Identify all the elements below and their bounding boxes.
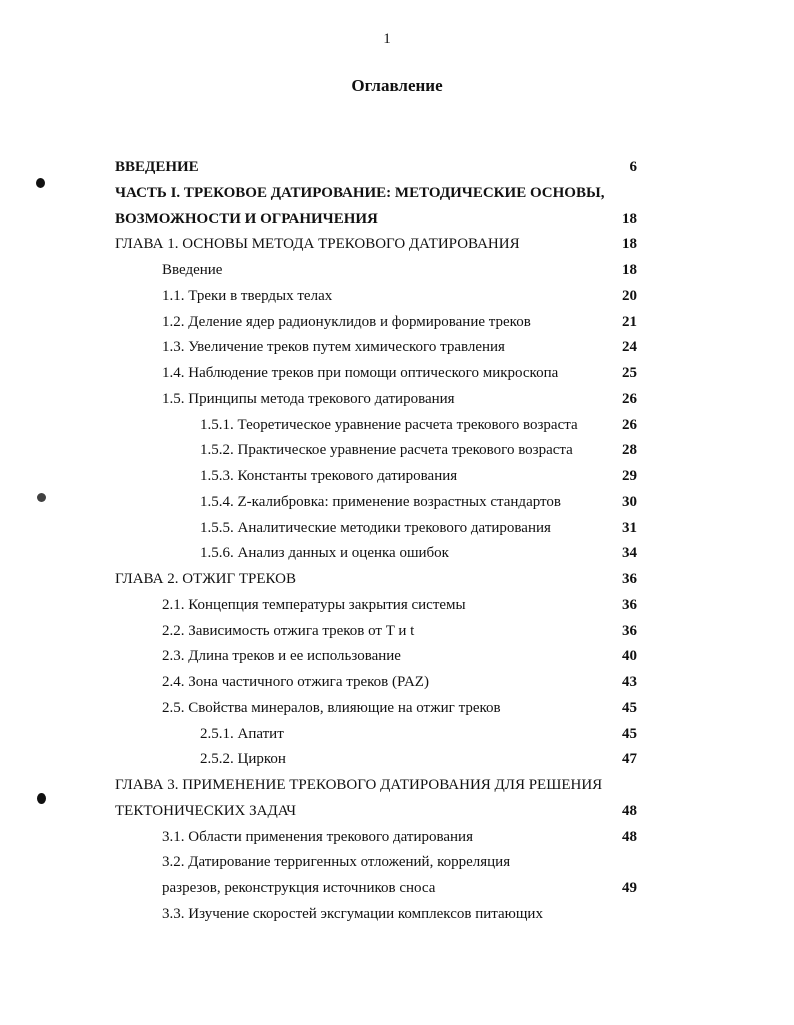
toc-entry bbox=[0, 773, 794, 799]
toc-entry-title: ТЕКТОНИЧЕСКИХ ЗАДАЧ bbox=[115, 802, 297, 819]
toc-entry-page: 36 bbox=[622, 596, 637, 613]
toc-entry bbox=[0, 490, 794, 516]
toc-entry bbox=[0, 387, 794, 413]
toc-entry-title: 2.2. Зависимость отжига треков от T и t bbox=[162, 622, 415, 639]
toc-entry bbox=[0, 232, 794, 258]
toc-entry-page: 34 bbox=[622, 545, 637, 562]
toc-entry bbox=[0, 799, 794, 825]
toc-entry-page: 48 bbox=[622, 802, 637, 819]
toc-entry bbox=[0, 310, 794, 336]
toc-entry-title: 2.3. Длина треков и ее использование bbox=[162, 648, 401, 665]
toc-entry-page: 36 bbox=[622, 622, 637, 639]
toc-entry bbox=[0, 696, 794, 722]
toc-entry bbox=[0, 747, 794, 773]
toc-entry bbox=[0, 207, 794, 233]
toc-entry-page: 45 bbox=[622, 699, 637, 716]
page-number: 1 bbox=[383, 31, 391, 47]
toc-entry-page: 6 bbox=[629, 159, 637, 175]
table-of-contents bbox=[0, 155, 794, 928]
toc-entry-page: 31 bbox=[622, 519, 637, 536]
toc-entry-title: 1.5.5. Аналитические методики трекового датирования bbox=[200, 519, 551, 536]
toc-entry-page: 18 bbox=[622, 210, 637, 227]
toc-entry-title: ГЛАВА 3. ПРИМЕНЕНИЕ ТРЕКОВОГО ДАТИРОВАНИЯ ДЛЯ РЕШЕНИЯ bbox=[115, 777, 603, 793]
toc-entry-title: 1.4. Наблюдение треков при помощи оптического микроскопа bbox=[162, 365, 559, 381]
toc-entry bbox=[0, 413, 794, 439]
toc-entry-page: 45 bbox=[622, 725, 637, 742]
toc-entry-page: 29 bbox=[622, 468, 637, 484]
toc-entry-page: 49 bbox=[622, 880, 637, 896]
page-title: Оглавление bbox=[351, 76, 443, 95]
toc-entry-title: 2.5.1. Апатит bbox=[200, 725, 284, 742]
toc-entry bbox=[0, 670, 794, 696]
toc-entry-title: 2.5. Свойства минералов, влияющие на отжиг треков bbox=[162, 699, 501, 716]
toc-entry-title: 1.5. Принципы метода трекового датирования bbox=[162, 390, 455, 407]
toc-entry-page: 28 bbox=[622, 442, 637, 459]
toc-entry bbox=[0, 593, 794, 619]
toc-entry-page: 40 bbox=[622, 648, 637, 665]
toc-entry bbox=[0, 876, 794, 902]
toc-entry-page: 24 bbox=[622, 339, 637, 356]
toc-entry bbox=[0, 567, 794, 593]
toc-entry bbox=[0, 902, 794, 928]
toc-entry-title: Введение bbox=[162, 262, 223, 278]
toc-entry-title: 1.5.6. Анализ данных и оценка ошибок bbox=[200, 545, 449, 562]
toc-entry-page: 30 bbox=[622, 493, 637, 510]
toc-entry-title: 1.5.4. Z-калибровка: применение возрастных стандартов bbox=[200, 493, 561, 510]
toc-entry-page: 20 bbox=[622, 287, 637, 304]
toc-entry-title: 3.3. Изучение скоростей эксгумации комплексов питающих bbox=[162, 905, 543, 922]
toc-entry-page: 25 bbox=[622, 365, 637, 381]
toc-entry-title: 1.5.2. Практическое уравнение расчета трекового возраста bbox=[200, 442, 573, 459]
toc-entry bbox=[0, 644, 794, 670]
toc-entry-title: ГЛАВА 1. ОСНОВЫ МЕТОДА ТРЕКОВОГО ДАТИРОВАНИЯ bbox=[115, 236, 520, 253]
toc-entry-title: 1.5.3. Константы трекового датирования bbox=[200, 468, 458, 484]
toc-entry-page: 21 bbox=[622, 313, 637, 330]
toc-entry bbox=[0, 825, 794, 851]
toc-entry bbox=[0, 516, 794, 542]
toc-entry-title: ВВЕДЕНИЕ bbox=[115, 159, 199, 175]
toc-entry-title: 1.2. Деление ядер радионуклидов и формирование треков bbox=[162, 313, 531, 330]
toc-entry-title: 3.2. Датирование терригенных отложений, корреляция bbox=[162, 854, 511, 871]
toc-entry-title: 1.5.1. Теоретическое уравнение расчета трекового возраста bbox=[200, 416, 578, 433]
toc-entry-title: 2.4. Зона частичного отжига треков (PAZ) bbox=[162, 674, 429, 690]
toc-entry-title: разрезов, реконструкция источников сноса bbox=[162, 880, 436, 896]
toc-entry-page: 48 bbox=[622, 828, 637, 845]
toc-entry-page: 36 bbox=[622, 571, 637, 587]
toc-entry-page: 43 bbox=[622, 674, 637, 690]
toc-entry-title: 1.1. Треки в твердых телах bbox=[162, 287, 333, 304]
toc-entry-title: 2.5.2. Циркон bbox=[200, 751, 286, 768]
scan-artifact-dot bbox=[37, 793, 46, 804]
toc-entry bbox=[0, 722, 794, 748]
toc-entry-page: 47 bbox=[622, 751, 637, 768]
toc-entry bbox=[0, 181, 794, 207]
toc-entry bbox=[0, 361, 794, 387]
toc-entry bbox=[0, 155, 794, 181]
toc-entry bbox=[0, 335, 794, 361]
toc-entry-title: 2.1. Концепция температуры закрытия системы bbox=[162, 596, 466, 613]
toc-entry-title: 1.3. Увеличение треков путем химического травления bbox=[162, 339, 505, 356]
toc-entry bbox=[0, 619, 794, 645]
toc-entry-title: ГЛАВА 2. ОТЖИГ ТРЕКОВ bbox=[115, 571, 297, 587]
toc-entry-page: 26 bbox=[622, 416, 637, 433]
toc-entry bbox=[0, 284, 794, 310]
scan-artifact-dot bbox=[36, 178, 45, 188]
toc-entry bbox=[0, 850, 794, 876]
toc-entry-page: 18 bbox=[622, 262, 637, 278]
toc-entry bbox=[0, 541, 794, 567]
toc-entry-page: 18 bbox=[622, 236, 637, 253]
toc-entry-title: ЧАСТЬ I. ТРЕКОВОЕ ДАТИРОВАНИЕ: МЕТОДИЧЕСКИЕ ОСНОВЫ, bbox=[115, 184, 605, 201]
toc-entry bbox=[0, 258, 794, 284]
toc-entry-page: 26 bbox=[622, 390, 637, 407]
toc-entry-title: 3.1. Области применения трекового датирования bbox=[162, 828, 473, 845]
scan-artifact-dot bbox=[37, 493, 46, 502]
toc-entry bbox=[0, 464, 794, 490]
toc-entry bbox=[0, 438, 794, 464]
toc-entry-title: ВОЗМОЖНОСТИ И ОГРАНИЧЕНИЯ bbox=[115, 210, 378, 227]
